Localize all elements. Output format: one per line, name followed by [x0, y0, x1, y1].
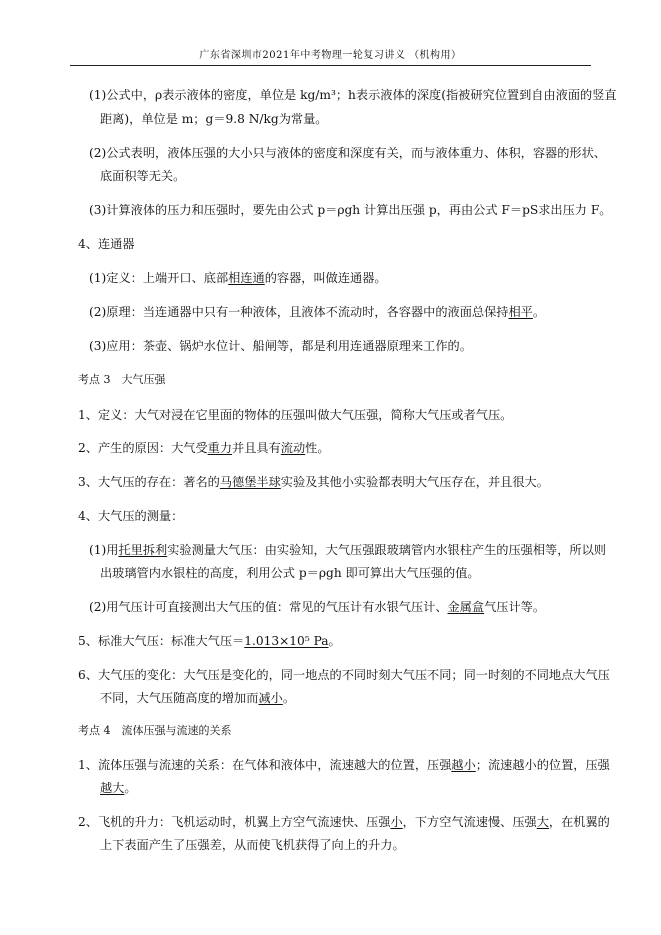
- text-segment: 。: [282, 691, 295, 705]
- text-line: [100, 780, 137, 796]
- text-segment: 。: [328, 634, 341, 648]
- text-segment: 不同，大气压随高度的增加而: [100, 691, 259, 705]
- text-line: [78, 440, 330, 456]
- underlined-answer: 减小: [258, 691, 283, 705]
- underlined-answer: 越小: [451, 758, 476, 772]
- text-segment: 底面积等无关。: [100, 169, 186, 183]
- underlined-answer: 大: [536, 815, 549, 829]
- text-line: [89, 87, 617, 103]
- text-segment: (1)公式中，ρ表示液体的密度，单位是 kg/m³；h表示液体的深度(指被研究位置到自由液面的竖直: [89, 88, 617, 102]
- text-segment: ；流速越小的位置，压强: [475, 758, 610, 772]
- text-segment: 并且具有: [232, 441, 281, 455]
- text-line: [89, 338, 472, 354]
- text-segment: (3)计算液体的压力和压强时，要先由公式 p＝ρgh 计算出压强 p，再由公式 F＝pS求出压力 F。: [89, 203, 612, 217]
- text-segment: 1、流体压强与流速的关系：在气体和液体中，流速越大的位置，压强: [78, 758, 452, 772]
- text-segment: 。: [532, 305, 546, 319]
- underlined-answer: 重力: [207, 441, 233, 455]
- text-segment: ，下方空气流速慢、压强: [402, 815, 537, 829]
- text-line: [89, 145, 606, 161]
- text-line: [100, 111, 327, 127]
- text-line: [78, 667, 610, 683]
- text-line: [89, 270, 387, 286]
- text-line: [78, 372, 166, 388]
- text-segment: 4、连通器: [78, 237, 135, 251]
- text-line: [89, 542, 606, 558]
- text-segment: 5、标准大气压：标准大气压＝: [78, 634, 245, 648]
- text-segment: 考点 3 大气压强: [78, 373, 166, 386]
- text-segment: 上下表面产生了压强差，从而使飞机获得了向上的升力。: [100, 838, 405, 852]
- text-segment: ，在机翼的: [548, 815, 610, 829]
- text-segment: 2、飞机的升力：飞机运动时，机翼上方空气流速快、压强: [78, 815, 391, 829]
- underlined-answer: 越大: [100, 781, 125, 795]
- text-line: [78, 236, 135, 252]
- text-line: [89, 599, 545, 615]
- underlined-answer: 托里拆利: [118, 543, 168, 557]
- underlined-answer: 金属盒: [447, 600, 485, 614]
- text-segment: 距离)，单位是 m；g＝9.8 N/kg为常量。: [100, 112, 328, 126]
- text-segment: 2、产生的原因：大气受: [78, 441, 208, 455]
- text-line: [78, 474, 549, 490]
- text-line: [78, 633, 341, 649]
- underlined-answer: 1.013×10⁵ Pa: [244, 634, 329, 648]
- underlined-answer: 相平: [508, 305, 533, 319]
- text-line: [89, 304, 545, 320]
- text-segment: 考点 4 流体压强与流速的关系: [78, 724, 232, 737]
- text-segment: 6、大气压的变化：大气压是变化的，同一地点的不同时刻大气压不同；同一时刻的不同地点大气压: [78, 668, 610, 682]
- text-line: [100, 837, 405, 853]
- underlined-answer: 流动: [280, 441, 306, 455]
- text-segment: 3、大气压的存在：著名的: [78, 475, 220, 489]
- underlined-answer: 小: [390, 815, 403, 829]
- text-segment: (2)用气压计可直接测出大气压的值：常见的气压计有水银气压计、: [89, 600, 448, 614]
- text-segment: (1)定义：上端开口、底部: [89, 271, 229, 285]
- text-segment: (2)原理：当连通器中只有一种液体，且液体不流动时，各容器中的液面总保持: [89, 305, 509, 319]
- text-segment: (3)应用：茶壶、锅炉水位计、船闸等，都是利用连通器原理来工作的。: [89, 339, 472, 353]
- underlined-answer: 马德堡半球: [219, 475, 281, 489]
- text-line: [78, 723, 232, 739]
- text-segment: 气压计等。: [484, 600, 546, 614]
- text-segment: 的容器，叫做连通器。: [264, 271, 387, 285]
- text-segment: 1、定义：大气对浸在它里面的物体的压强叫做大气压强，简称大气压或者气压。: [78, 408, 513, 422]
- text-segment: 性。: [305, 441, 330, 455]
- text-line: [100, 565, 480, 581]
- text-segment: 4、大气压的测量：: [78, 509, 184, 523]
- text-line: [78, 407, 512, 423]
- text-segment: 出玻璃管内水银柱的高度，利用公式 p＝ρgh 即可算出大气压强的值。: [100, 566, 480, 580]
- text-line: [89, 202, 612, 218]
- text-segment: (2)公式表明，液体压强的大小只与液体的密度和深度有关，而与液体重力、体积，容器的形状、: [89, 146, 606, 160]
- page-header: 广东省深圳市2021年中考物理一轮复习讲义 （机构用）: [70, 46, 591, 66]
- text-segment: 实验测量大气压：由实验知，大气压强跟玻璃管内水银柱产生的压强相等，所以则: [167, 543, 606, 557]
- text-segment: 。: [124, 781, 137, 795]
- text-segment: 实验及其他小实验都表明大气压存在，并且很大。: [280, 475, 549, 489]
- text-line: [78, 814, 610, 830]
- text-line: [78, 757, 610, 773]
- text-segment: (1)用: [89, 543, 119, 557]
- text-line: [100, 690, 295, 706]
- text-line: [78, 508, 183, 524]
- text-line: [100, 168, 185, 184]
- underlined-answer: 相连通: [228, 271, 265, 285]
